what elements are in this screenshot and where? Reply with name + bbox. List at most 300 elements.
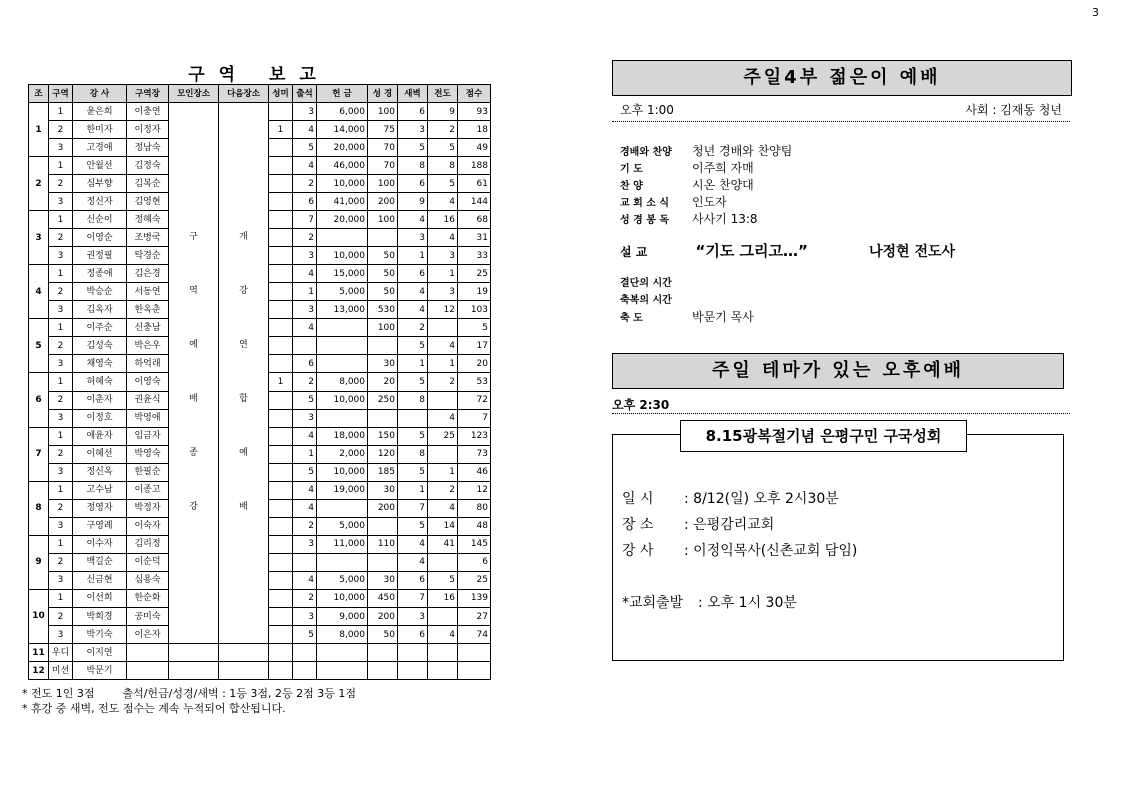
offer-cell: 19,000 xyxy=(317,481,368,499)
offer-cell: 13,000 xyxy=(317,301,368,319)
att-cell: 6 xyxy=(293,355,317,373)
teacher-cell: 신순이 xyxy=(73,211,127,229)
order-key: 기 도 xyxy=(620,164,643,175)
offer-cell: 20,000 xyxy=(317,139,368,157)
dawn-cell: 1 xyxy=(398,481,428,499)
depart-key: *교회출발 xyxy=(622,595,684,611)
next-place-cell xyxy=(219,662,269,680)
district-report-title: 구역 보고 xyxy=(188,65,330,85)
evan-cell: 4 xyxy=(428,626,458,644)
seongmi-cell xyxy=(269,427,293,445)
dawn-cell: 3 xyxy=(398,229,428,247)
att-cell xyxy=(293,644,317,662)
leader-cell: 권윤식 xyxy=(127,391,169,409)
dawn-cell xyxy=(398,409,428,427)
score-cell: 31 xyxy=(458,229,491,247)
evan-cell xyxy=(428,445,458,463)
teacher-cell: 채영숙 xyxy=(73,355,127,373)
meet-place-cell xyxy=(169,662,219,680)
seongmi-cell xyxy=(269,499,293,517)
group-cell: 1 xyxy=(29,103,49,157)
leader-cell: 김영현 xyxy=(127,193,169,211)
note-line: * 휴강 중 새벽, 전도 점수는 계속 누적되어 합산됩니다. xyxy=(22,702,286,715)
meet-place-char: 역 xyxy=(189,286,198,296)
leader-cell: 박영숙 xyxy=(127,445,169,463)
order-key: 교 회 소 식 xyxy=(620,198,670,209)
offer-cell: 46,000 xyxy=(317,157,368,175)
column-header: 출석 xyxy=(293,85,317,103)
service1-after-item xyxy=(620,308,754,325)
leader-cell: 이순덕 xyxy=(127,553,169,571)
seongmi-cell xyxy=(269,517,293,535)
zone-cell: 3 xyxy=(49,463,73,481)
leader-cell xyxy=(127,662,169,680)
dawn-cell: 5 xyxy=(398,139,428,157)
dawn-cell: 5 xyxy=(398,427,428,445)
offer-cell: 5,000 xyxy=(317,571,368,589)
seongmi-cell xyxy=(269,626,293,644)
evan-cell xyxy=(428,391,458,409)
evan-cell: 16 xyxy=(428,211,458,229)
dawn-cell: 1 xyxy=(398,355,428,373)
offer-cell: 10,000 xyxy=(317,175,368,193)
detail-key: 강 사 xyxy=(622,543,654,559)
bible-cell: 100 xyxy=(368,211,398,229)
bible-cell xyxy=(368,662,398,680)
bible-cell: 20 xyxy=(368,373,398,391)
leader-cell: 하억래 xyxy=(127,355,169,373)
detail-value: 은평감리교회 xyxy=(693,517,775,533)
dawn-cell: 9 xyxy=(398,193,428,211)
att-cell: 4 xyxy=(293,499,317,517)
meet-place-cell xyxy=(169,644,219,662)
leader-cell: 박정자 xyxy=(127,499,169,517)
evan-cell: 4 xyxy=(428,229,458,247)
zone-cell: 3 xyxy=(49,355,73,373)
att-cell: 1 xyxy=(293,445,317,463)
detail-key: 장 소 xyxy=(622,517,654,533)
score-cell: 20 xyxy=(458,355,491,373)
teacher-cell: 권정필 xyxy=(73,247,127,265)
leader-cell: 한필순 xyxy=(127,463,169,481)
seongmi-cell xyxy=(269,157,293,175)
leader-cell: 김복순 xyxy=(127,175,169,193)
next-place-char: 배 xyxy=(239,502,248,512)
zone-cell: 3 xyxy=(49,517,73,535)
att-cell: 4 xyxy=(293,265,317,283)
dawn-cell: 4 xyxy=(398,553,428,571)
seongmi-cell xyxy=(269,535,293,553)
zone-cell: 3 xyxy=(49,409,73,427)
score-cell: 25 xyxy=(458,265,491,283)
seongmi-cell xyxy=(269,355,293,373)
bible-cell: 200 xyxy=(368,499,398,517)
seongmi-cell xyxy=(269,265,293,283)
dawn-cell: 4 xyxy=(398,301,428,319)
detail-sep: : xyxy=(684,517,694,533)
score-cell: 74 xyxy=(458,626,491,644)
zone-cell: 2 xyxy=(49,391,73,409)
event-detail xyxy=(622,514,774,534)
score-cell: 18 xyxy=(458,121,491,139)
leader-cell: 이영숙 xyxy=(127,373,169,391)
dawn-cell: 5 xyxy=(398,463,428,481)
event-detail xyxy=(622,488,839,508)
dawn-cell xyxy=(398,662,428,680)
bible-cell: 185 xyxy=(368,463,398,481)
evan-cell xyxy=(428,608,458,626)
dawn-cell: 7 xyxy=(398,499,428,517)
att-cell: 3 xyxy=(293,103,317,121)
bible-cell: 50 xyxy=(368,626,398,644)
order-value: 이주희 자매 xyxy=(692,161,754,175)
teacher-cell: 백길순 xyxy=(73,553,127,571)
score-cell: 48 xyxy=(458,517,491,535)
score-cell: 123 xyxy=(458,427,491,445)
seongmi-cell xyxy=(269,662,293,680)
zone-cell: 2 xyxy=(49,445,73,463)
bible-cell: 250 xyxy=(368,391,398,409)
offer-cell: 14,000 xyxy=(317,121,368,139)
group-cell: 7 xyxy=(29,427,49,481)
teacher-cell: 심부향 xyxy=(73,175,127,193)
teacher-cell: 정신자 xyxy=(73,193,127,211)
service1-title-banner: 주일4부 젊은이 예배 xyxy=(612,60,1072,96)
evan-cell xyxy=(428,662,458,680)
next-place-column xyxy=(219,103,269,644)
bible-cell: 50 xyxy=(368,283,398,301)
zone-cell: 3 xyxy=(49,626,73,644)
leader-cell: 김은경 xyxy=(127,265,169,283)
group-cell: 12 xyxy=(29,662,49,680)
offer-cell xyxy=(317,644,368,662)
bible-cell xyxy=(368,229,398,247)
seongmi-cell xyxy=(269,589,293,607)
service1-order-item xyxy=(620,193,727,210)
next-place-char: 합 xyxy=(239,394,248,404)
score-cell: 46 xyxy=(458,463,491,481)
service1-after-item xyxy=(620,291,692,306)
evan-cell: 9 xyxy=(428,103,458,121)
zone-cell: 1 xyxy=(49,211,73,229)
teacher-cell: 신금현 xyxy=(73,571,127,589)
offer-cell: 15,000 xyxy=(317,265,368,283)
leader-cell: 심용숙 xyxy=(127,571,169,589)
teacher-cell: 안월선 xyxy=(73,157,127,175)
preacher: 나정현 전도사 xyxy=(869,244,956,260)
teacher-cell: 이영순 xyxy=(73,229,127,247)
offer-cell xyxy=(317,337,368,355)
zone-cell: 1 xyxy=(49,103,73,121)
offer-cell: 10,000 xyxy=(317,247,368,265)
bible-cell: 100 xyxy=(368,103,398,121)
dawn-cell: 6 xyxy=(398,626,428,644)
group-cell: 11 xyxy=(29,644,49,662)
column-header: 구역 xyxy=(49,85,73,103)
group-cell: 2 xyxy=(29,157,49,211)
event-title: 8.15광복절기념 은평구민 구국성회 xyxy=(680,420,967,452)
column-header: 모인장소 xyxy=(169,85,219,103)
att-cell: 2 xyxy=(293,373,317,391)
teacher-cell: 이주순 xyxy=(73,319,127,337)
zone-cell: 1 xyxy=(49,157,73,175)
att-cell: 7 xyxy=(293,211,317,229)
seongmi-cell xyxy=(269,463,293,481)
offer-cell: 18,000 xyxy=(317,427,368,445)
att-cell: 4 xyxy=(293,427,317,445)
bible-cell: 30 xyxy=(368,481,398,499)
service1-order-item xyxy=(620,159,754,176)
bible-cell: 150 xyxy=(368,427,398,445)
dawn-cell: 1 xyxy=(398,247,428,265)
zone-cell: 3 xyxy=(49,139,73,157)
meet-place-char: 배 xyxy=(189,394,198,404)
leader-cell: 정남숙 xyxy=(127,139,169,157)
dawn-cell: 6 xyxy=(398,265,428,283)
att-cell: 3 xyxy=(293,608,317,626)
dawn-cell: 8 xyxy=(398,391,428,409)
offer-cell: 5,000 xyxy=(317,283,368,301)
att-cell: 4 xyxy=(293,121,317,139)
column-header: 성 경 xyxy=(368,85,398,103)
offer-cell: 2,000 xyxy=(317,445,368,463)
zone-cell: 3 xyxy=(49,193,73,211)
next-place-char: 연 xyxy=(239,340,248,350)
offer-cell: 10,000 xyxy=(317,463,368,481)
offer-cell xyxy=(317,499,368,517)
seongmi-cell xyxy=(269,247,293,265)
table-row xyxy=(29,662,491,680)
detail-value: 이정익목사(신촌교회 담임) xyxy=(693,543,858,559)
evan-cell xyxy=(428,553,458,571)
zone-cell: 2 xyxy=(49,229,73,247)
zone-cell: 2 xyxy=(49,499,73,517)
group-cell: 5 xyxy=(29,319,49,373)
next-place-cell xyxy=(219,644,269,662)
zone-cell: 2 xyxy=(49,175,73,193)
seongmi-cell xyxy=(269,644,293,662)
att-cell: 3 xyxy=(293,247,317,265)
order-key: 성 경 봉 독 xyxy=(620,215,670,226)
evan-cell: 41 xyxy=(428,535,458,553)
teacher-cell: 이지연 xyxy=(73,644,127,662)
leader-cell: 신충남 xyxy=(127,319,169,337)
bible-cell: 50 xyxy=(368,247,398,265)
leader-cell: 한순화 xyxy=(127,589,169,607)
att-cell xyxy=(293,662,317,680)
bible-cell: 30 xyxy=(368,355,398,373)
score-cell: 49 xyxy=(458,139,491,157)
dawn-cell: 8 xyxy=(398,445,428,463)
teacher-cell: 박승순 xyxy=(73,283,127,301)
group-cell: 10 xyxy=(29,589,49,643)
teacher-cell: 박문기 xyxy=(73,662,127,680)
offer-cell: 5,000 xyxy=(317,517,368,535)
evan-cell: 2 xyxy=(428,481,458,499)
seongmi-cell xyxy=(269,229,293,247)
leader-cell: 이은자 xyxy=(127,626,169,644)
seongmi-cell xyxy=(269,391,293,409)
score-cell: 12 xyxy=(458,481,491,499)
order-key: 축복의 시간 xyxy=(620,295,672,306)
detail-sep: : xyxy=(684,491,694,507)
zone-cell: 1 xyxy=(49,535,73,553)
evan-cell: 2 xyxy=(428,373,458,391)
offer-cell xyxy=(317,355,368,373)
offer-cell: 11,000 xyxy=(317,535,368,553)
dawn-cell: 8 xyxy=(398,157,428,175)
teacher-cell: 구영례 xyxy=(73,517,127,535)
zone-cell: 2 xyxy=(49,283,73,301)
seongmi-cell xyxy=(269,103,293,121)
seongmi-cell xyxy=(269,409,293,427)
evan-cell: 3 xyxy=(428,283,458,301)
seongmi-cell xyxy=(269,608,293,626)
dawn-cell: 5 xyxy=(398,337,428,355)
att-cell: 2 xyxy=(293,589,317,607)
dawn-cell: 4 xyxy=(398,535,428,553)
score-cell: 25 xyxy=(458,571,491,589)
order-key: 결단의 시간 xyxy=(620,278,672,289)
score-cell: 6 xyxy=(458,553,491,571)
score-cell: 188 xyxy=(458,157,491,175)
order-value: 인도자 xyxy=(692,195,727,209)
dawn-cell: 6 xyxy=(398,571,428,589)
att-cell: 2 xyxy=(293,517,317,535)
zone-cell: 1 xyxy=(49,373,73,391)
seongmi-cell: 1 xyxy=(269,121,293,139)
teacher-cell: 한미자 xyxy=(73,121,127,139)
leader-cell: 임금자 xyxy=(127,427,169,445)
score-cell: 7 xyxy=(458,409,491,427)
offer-cell: 41,000 xyxy=(317,193,368,211)
evan-cell: 14 xyxy=(428,517,458,535)
evan-cell xyxy=(428,319,458,337)
seongmi-cell xyxy=(269,319,293,337)
teacher-cell: 이정호 xyxy=(73,409,127,427)
evan-cell: 4 xyxy=(428,193,458,211)
service1-time: 오후 1:00 xyxy=(620,103,674,117)
seongmi-cell xyxy=(269,211,293,229)
teacher-cell: 고수남 xyxy=(73,481,127,499)
teacher-cell: 이선희 xyxy=(73,589,127,607)
dawn-cell: 3 xyxy=(398,121,428,139)
att-cell xyxy=(293,337,317,355)
zone-cell: 2 xyxy=(49,608,73,626)
teacher-cell: 박기숙 xyxy=(73,626,127,644)
offer-cell xyxy=(317,229,368,247)
zone-cell: 1 xyxy=(49,319,73,337)
score-cell: 33 xyxy=(458,247,491,265)
teacher-cell: 김성숙 xyxy=(73,337,127,355)
column-header: 점수 xyxy=(458,85,491,103)
column-header: 새벽 xyxy=(398,85,428,103)
score-cell: 19 xyxy=(458,283,491,301)
page-number: 3 xyxy=(1092,6,1099,19)
evan-cell: 1 xyxy=(428,265,458,283)
dawn-cell: 6 xyxy=(398,175,428,193)
column-header: 강 사 xyxy=(73,85,127,103)
teacher-cell: 정영자 xyxy=(73,499,127,517)
service2-time-row xyxy=(612,396,1070,414)
score-cell: 5 xyxy=(458,319,491,337)
next-place-char: 강 xyxy=(239,286,248,296)
column-header: 구역장 xyxy=(127,85,169,103)
seongmi-cell xyxy=(269,337,293,355)
group-cell: 9 xyxy=(29,535,49,589)
leader-cell: 정혜숙 xyxy=(127,211,169,229)
bible-cell: 200 xyxy=(368,193,398,211)
evan-cell: 12 xyxy=(428,301,458,319)
att-cell: 5 xyxy=(293,139,317,157)
att-cell: 5 xyxy=(293,391,317,409)
evan-cell: 5 xyxy=(428,571,458,589)
meet-place-char: 종 xyxy=(189,448,198,458)
service1-after-item xyxy=(620,274,692,289)
zone-cell: 우디 xyxy=(49,644,73,662)
meet-place-char: 구 xyxy=(189,232,198,242)
evan-cell: 1 xyxy=(428,355,458,373)
bible-cell: 70 xyxy=(368,139,398,157)
seongmi-cell xyxy=(269,283,293,301)
service1-host: 사회 : 김재동 청년 xyxy=(965,103,1062,117)
seongmi-cell xyxy=(269,301,293,319)
column-header: 성미 xyxy=(269,85,293,103)
column-header: 다음장소 xyxy=(219,85,269,103)
zone-cell: 1 xyxy=(49,265,73,283)
score-cell: 17 xyxy=(458,337,491,355)
service2-time: 오후 2:30 xyxy=(612,398,670,412)
teacher-cell: 고경애 xyxy=(73,139,127,157)
leader-cell xyxy=(127,644,169,662)
seongmi-cell xyxy=(269,445,293,463)
next-place-char: 개 xyxy=(239,232,248,242)
table-row xyxy=(29,103,491,121)
dawn-cell: 7 xyxy=(398,589,428,607)
att-cell: 3 xyxy=(293,301,317,319)
teacher-cell: 정종애 xyxy=(73,265,127,283)
teacher-cell: 박희경 xyxy=(73,608,127,626)
service1-order-item xyxy=(620,210,758,227)
offer-cell xyxy=(317,319,368,337)
seongmi-cell: 1 xyxy=(269,373,293,391)
zone-cell: 3 xyxy=(49,301,73,319)
att-cell: 2 xyxy=(293,175,317,193)
order-key: 축 도 xyxy=(620,313,643,324)
att-cell: 3 xyxy=(293,535,317,553)
dawn-cell: 2 xyxy=(398,319,428,337)
teacher-cell: 이혜선 xyxy=(73,445,127,463)
meet-place-column xyxy=(169,103,219,644)
att-cell: 4 xyxy=(293,481,317,499)
dawn-cell: 5 xyxy=(398,373,428,391)
service1-order-item xyxy=(620,142,792,159)
sermon-title: “기도 그리고…” xyxy=(695,242,808,260)
bible-cell: 530 xyxy=(368,301,398,319)
bible-cell: 100 xyxy=(368,319,398,337)
teacher-cell: 이춘자 xyxy=(73,391,127,409)
evan-cell: 25 xyxy=(428,427,458,445)
score-cell: 68 xyxy=(458,211,491,229)
bible-cell: 70 xyxy=(368,157,398,175)
seongmi-cell xyxy=(269,553,293,571)
evan-cell: 1 xyxy=(428,463,458,481)
zone-cell: 3 xyxy=(49,571,73,589)
offer-cell: 8,000 xyxy=(317,626,368,644)
seongmi-cell xyxy=(269,481,293,499)
column-header: 조 xyxy=(29,85,49,103)
dawn-cell: 5 xyxy=(398,517,428,535)
